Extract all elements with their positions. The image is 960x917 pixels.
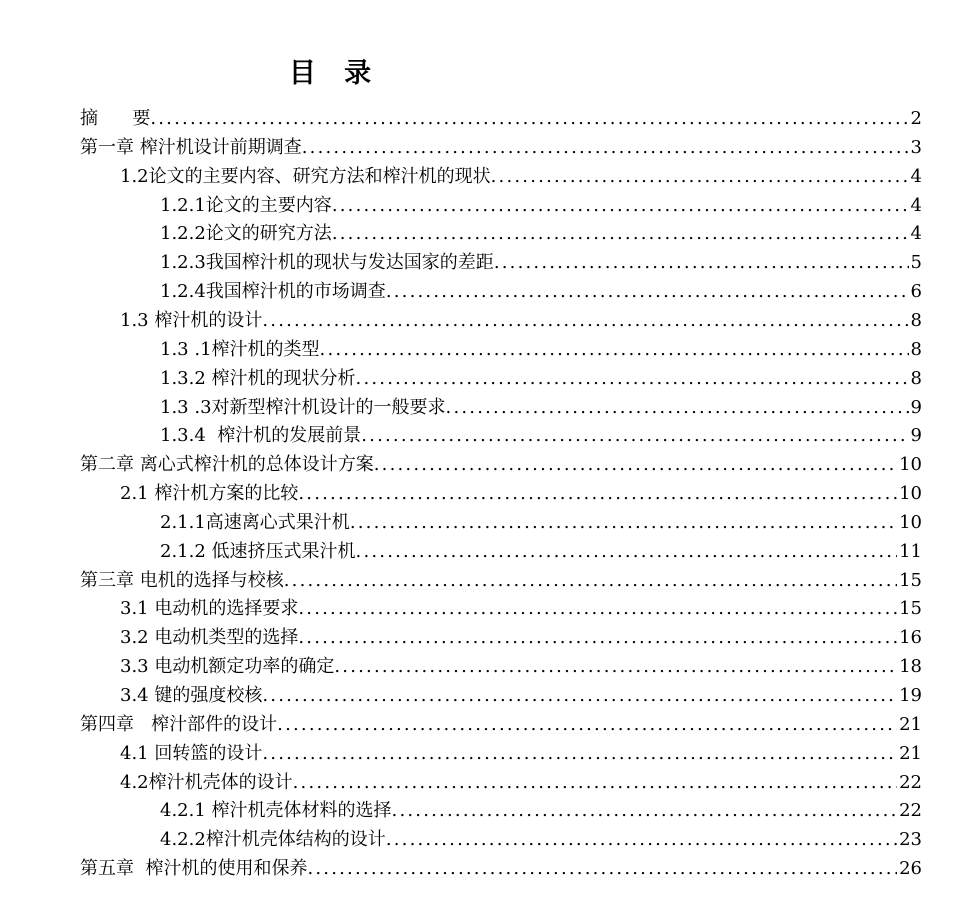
- toc-entry[interactable]: [120, 768, 922, 797]
- toc-entry[interactable]: [160, 393, 922, 422]
- toc-entry[interactable]: [120, 306, 922, 335]
- toc-entry-page-number: 10: [899, 511, 922, 533]
- toc-entry[interactable]: [80, 104, 922, 133]
- toc-entry-page-number: 23: [899, 829, 922, 851]
- toc-title: 目 录: [288, 58, 372, 89]
- toc-entry-label: 1.3 榨汁机的设计: [120, 309, 263, 331]
- toc-entry-label: 第三章 电机的选择与校核: [80, 569, 284, 591]
- toc-entry-page-number: 15: [899, 569, 922, 591]
- toc-entry[interactable]: [120, 739, 922, 768]
- toc-dot-leader: [293, 768, 897, 797]
- toc-dot-leader: [298, 479, 897, 508]
- toc-dot-leader: [320, 335, 909, 364]
- toc-entry[interactable]: [160, 335, 922, 364]
- toc-entry[interactable]: [120, 681, 922, 710]
- toc-entry-page-number: 8: [910, 309, 922, 331]
- toc-entry-label: 1.2论文的主要内容、研究方法和榨汁机的现状: [120, 165, 491, 187]
- toc-entry-page-number: 10: [899, 454, 922, 476]
- toc-entry-label: 1.2.4我国榨汁机的市场调查: [160, 281, 386, 303]
- toc-entry-label: 4.1 回转篮的设计: [120, 742, 263, 764]
- toc-entry-label: 3.3 电动机额定功率的确定: [120, 656, 335, 678]
- toc-entry-page-number: 16: [899, 627, 922, 649]
- toc-entry-page-number: 22: [899, 800, 922, 822]
- toc-dot-leader: [392, 796, 898, 825]
- toc-dot-leader: [361, 421, 908, 450]
- toc-dot-leader: [262, 306, 908, 335]
- toc-entry-page-number: 21: [899, 713, 922, 735]
- toc-entry[interactable]: [160, 248, 922, 277]
- toc-dot-leader: [491, 162, 909, 191]
- toc-entry-label: 3.4 键的强度校核: [120, 685, 263, 706]
- toc-entry-label: 3.1 电动机的选择要求: [120, 598, 299, 620]
- toc-dot-leader: [386, 825, 897, 854]
- toc-entry[interactable]: [120, 594, 922, 623]
- toc-entry-label: 第五章 榨汁机的使用和保养: [80, 858, 308, 880]
- toc-entry[interactable]: [120, 652, 922, 681]
- toc-dot-leader: [302, 133, 909, 162]
- toc-entry-page-number: 8: [910, 367, 922, 389]
- toc-entry-page-number: 4: [910, 223, 922, 245]
- toc-entry[interactable]: [160, 796, 922, 825]
- toc-dot-leader: [356, 537, 898, 566]
- toc-entry[interactable]: [80, 710, 922, 739]
- toc-entry[interactable]: [160, 421, 922, 450]
- toc-entry-page-number: 8: [910, 338, 922, 360]
- toc-dot-leader: [262, 681, 897, 710]
- toc-entry-label: 1.2.1论文的主要内容: [160, 194, 332, 216]
- toc-entry-page-number: 11: [899, 540, 922, 562]
- toc-entry-page-number: 4: [910, 194, 922, 216]
- toc-entry-page-number: 18: [899, 656, 922, 678]
- toc-entry[interactable]: [160, 191, 922, 220]
- toc-entry-page-number: 3: [910, 136, 922, 158]
- toc-entry-label: 4.2.1 榨汁机壳体材料的选择: [160, 800, 392, 822]
- toc-entry-page-number: 9: [910, 396, 922, 418]
- toc-entry-label: 第四章 榨汁部件的设计: [80, 713, 278, 735]
- toc-entry[interactable]: [120, 479, 922, 508]
- toc-dot-leader: [332, 191, 909, 220]
- toc-entry-page-number: 15: [899, 598, 922, 620]
- toc-entry-page-number: 5: [910, 252, 922, 274]
- toc-dot-leader: [494, 248, 909, 277]
- toc-entry-page-number: 6: [910, 281, 922, 303]
- toc-entry-label: 第二章 离心式榨汁机的总体设计方案: [80, 454, 374, 476]
- toc-dot-leader: [356, 364, 909, 393]
- toc-entry[interactable]: [160, 219, 922, 248]
- toc-entry-label: 2.1.1高速离心式果汁机: [160, 511, 350, 533]
- toc-entry-label: 2.1 榨汁机方案的比较: [120, 483, 299, 505]
- toc-entry[interactable]: [160, 508, 922, 537]
- toc-entry-label: 1.3.2 榨汁机的现状分析: [160, 367, 356, 389]
- toc-entry-page-number: 2: [910, 108, 922, 129]
- toc-entry-page-number: 21: [899, 742, 922, 764]
- toc-dot-leader: [350, 508, 897, 537]
- toc-dot-leader: [298, 594, 897, 623]
- toc-entry-label: 第一章 榨汁机设计前期调查: [80, 136, 302, 158]
- toc-entry[interactable]: [80, 854, 922, 883]
- toc-entry-page-number: 4: [910, 165, 922, 187]
- toc-entry[interactable]: [160, 825, 922, 854]
- toc-entry-page-number: 10: [899, 483, 922, 505]
- toc-dot-leader: [332, 219, 909, 248]
- toc-dot-leader: [284, 566, 897, 595]
- toc-entry-label: 1.3.4 榨汁机的发展前景: [160, 425, 362, 447]
- toc-dot-leader: [262, 739, 897, 768]
- toc-dot-leader: [446, 393, 909, 422]
- toc-entry[interactable]: [160, 277, 922, 306]
- toc-entry-page-number: 22: [899, 771, 922, 793]
- toc-entry-label: 1.2.2论文的研究方法: [160, 223, 332, 245]
- toc-entry[interactable]: [160, 364, 922, 393]
- toc-entry-page-number: 9: [910, 425, 922, 447]
- toc-entry-label: 3.2 电动机类型的选择: [120, 627, 299, 649]
- toc-dot-leader: [150, 104, 908, 133]
- toc-entry-label: 摘 要: [80, 108, 151, 129]
- toc-entry[interactable]: [80, 450, 922, 479]
- toc-entry-label: 1.3 .1榨汁机的类型: [160, 338, 320, 360]
- toc-dot-leader: [298, 623, 897, 652]
- toc-dot-leader: [307, 854, 897, 883]
- toc-entry-label: 1.3 .3对新型榨汁机设计的一般要求: [160, 396, 446, 418]
- toc-entry-label: 4.2榨汁机壳体的设计: [120, 771, 293, 793]
- toc-entry-label: 1.2.3我国榨汁机的现状与发达国家的差距: [160, 252, 494, 274]
- toc-dot-leader: [374, 450, 897, 479]
- toc-entry[interactable]: [80, 133, 922, 162]
- toc-entry[interactable]: [120, 162, 922, 191]
- toc-dot-leader: [334, 652, 897, 681]
- toc-entry-page-number: 19: [899, 685, 922, 706]
- toc-entry-page-number: 26: [899, 858, 922, 880]
- toc-dot-leader: [277, 710, 897, 739]
- toc-entry-label: 2.1.2 低速挤压式果汁机: [160, 540, 356, 562]
- toc-entry[interactable]: [120, 623, 922, 652]
- toc-dot-leader: [386, 277, 909, 306]
- toc-entry[interactable]: [80, 566, 922, 595]
- toc-entry[interactable]: [160, 537, 922, 566]
- toc-entry-label: 4.2.2榨汁机壳体结构的设计: [160, 829, 386, 851]
